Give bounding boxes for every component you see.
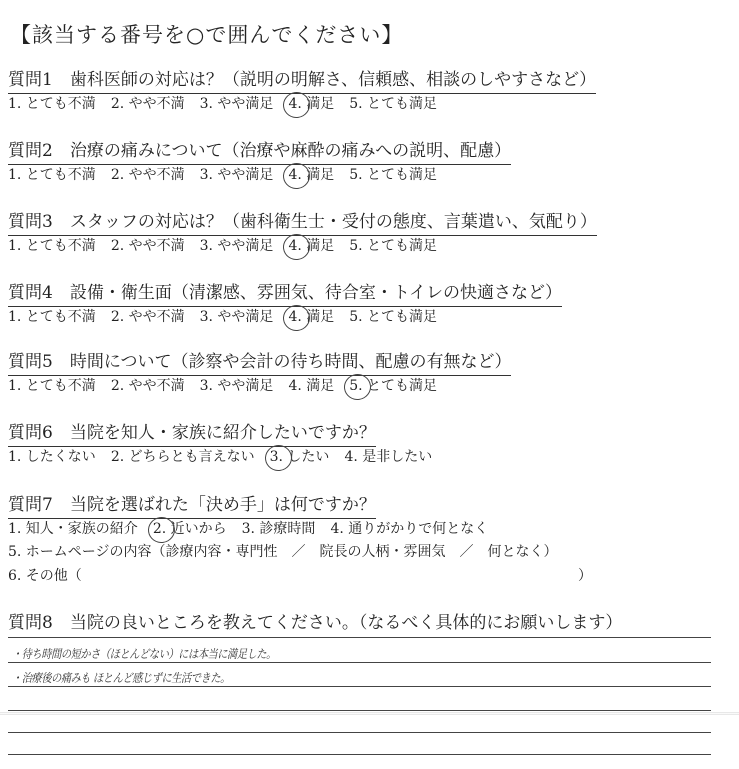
q8-answer-2[interactable]: ・治療後の痛みも ほとんど感じずに生活できた。	[12, 671, 230, 685]
answer-line	[8, 754, 711, 755]
q6-title: 質問6 当院を知人・家族に紹介したいですか？	[8, 422, 376, 447]
q6-option-3[interactable]: 3. したい	[269, 449, 330, 465]
q4-title: 質問4 設備・衛生面（清潔感、雰囲気、待合室・トイレの快適さなど）	[8, 282, 562, 307]
q1-option-3[interactable]: 3. やや満足	[199, 96, 274, 112]
q7-option-2[interactable]: 2. 近いから	[152, 521, 227, 537]
q4-option-5[interactable]: 5. とても満足	[349, 309, 438, 325]
q1-option-4[interactable]: 4. 満足	[288, 96, 335, 112]
q1-title: 質問1 歯科医師の対応は？（説明の明解さ、信頼感、相談のしやすさなど）	[8, 69, 596, 94]
q3-options	[8, 237, 452, 255]
q1-option-5[interactable]: 5. とても満足	[349, 96, 438, 112]
q4-option-1[interactable]: 1. とても不満	[8, 309, 96, 325]
q6-options	[8, 448, 447, 466]
q5-option-5[interactable]: 5. とても満足	[349, 378, 438, 394]
q5-option-1[interactable]: 1. とても不満	[8, 378, 96, 394]
answer-line	[8, 637, 711, 638]
q2-option-1[interactable]: 1. とても不満	[8, 167, 96, 183]
q4-option-3[interactable]: 3. やや満足	[199, 309, 274, 325]
instruction-heading: 【該当する番号を○で囲んでください】	[10, 23, 404, 47]
answer-line	[8, 662, 711, 663]
q7-option-1[interactable]: 1. 知人・家族の紹介	[8, 521, 138, 537]
q3-option-3[interactable]: 3. やや満足	[199, 238, 274, 254]
q7-option-6-label[interactable]: 6. その他（	[8, 568, 82, 584]
q6-option-2[interactable]: 2. どちらとも言えない	[110, 449, 255, 465]
q1-option-2[interactable]: 2. やや不満	[110, 96, 185, 112]
q2-options	[8, 166, 452, 184]
q8-title: 質問8 当院の良いところを教えてください。（なるべく具体的にお願いします）	[8, 613, 623, 633]
q3-option-4[interactable]: 4. 満足	[288, 238, 335, 254]
q5-option-3[interactable]: 3. やや満足	[199, 378, 274, 394]
q5-option-2[interactable]: 2. やや不満	[110, 378, 185, 394]
q6-option-4[interactable]: 4. 是非したい	[344, 449, 433, 465]
q8-answer-1[interactable]: ・待ち時間の短かさ（ほとんどない）には本当に満足した。	[12, 647, 276, 661]
q1-option-1[interactable]: 1. とても不満	[8, 96, 96, 112]
q5-options	[8, 377, 452, 395]
q7-options	[8, 520, 503, 538]
q4-option-2[interactable]: 2. やや不満	[110, 309, 185, 325]
q2-option-3[interactable]: 3. やや満足	[199, 167, 274, 183]
page-fold	[0, 712, 739, 715]
q7-option-5[interactable]: 5. ホームページの内容（診療内容・専門性 ／ 院長の人柄・雰囲気 ／ 何となく）	[8, 544, 558, 560]
q3-title: 質問3 スタッフの対応は？（歯科衛生士・受付の態度、言葉遣い、気配り）	[8, 211, 597, 236]
q4-options	[8, 308, 452, 326]
q7-title: 質問7 当院を選ばれた「決め手」は何ですか？	[8, 494, 376, 519]
q1-options	[8, 95, 452, 113]
q7-option-6-close: ）	[578, 568, 592, 584]
q3-option-1[interactable]: 1. とても不満	[8, 238, 96, 254]
q6-option-1[interactable]: 1. したくない	[8, 449, 96, 465]
q4-option-4[interactable]: 4. 満足	[288, 309, 335, 325]
answer-line	[8, 686, 711, 687]
q2-title: 質問2 治療の痛みについて（治療や麻酔の痛みへの説明、配慮）	[8, 140, 511, 165]
q2-option-2[interactable]: 2. やや不満	[110, 167, 185, 183]
q5-title: 質問5 時間について（診察や会計の待ち時間、配慮の有無など）	[8, 351, 511, 376]
q2-option-5[interactable]: 5. とても満足	[349, 167, 438, 183]
q5-option-4[interactable]: 4. 満足	[288, 378, 335, 394]
q3-option-2[interactable]: 2. やや不満	[110, 238, 185, 254]
q3-option-5[interactable]: 5. とても満足	[349, 238, 438, 254]
q7-option-3[interactable]: 3. 診療時間	[241, 521, 316, 537]
q7-option-4[interactable]: 4. 通りがかりで何となく	[330, 521, 489, 537]
answer-line	[8, 710, 711, 711]
q2-option-4[interactable]: 4. 満足	[288, 167, 335, 183]
answer-line	[8, 732, 711, 733]
